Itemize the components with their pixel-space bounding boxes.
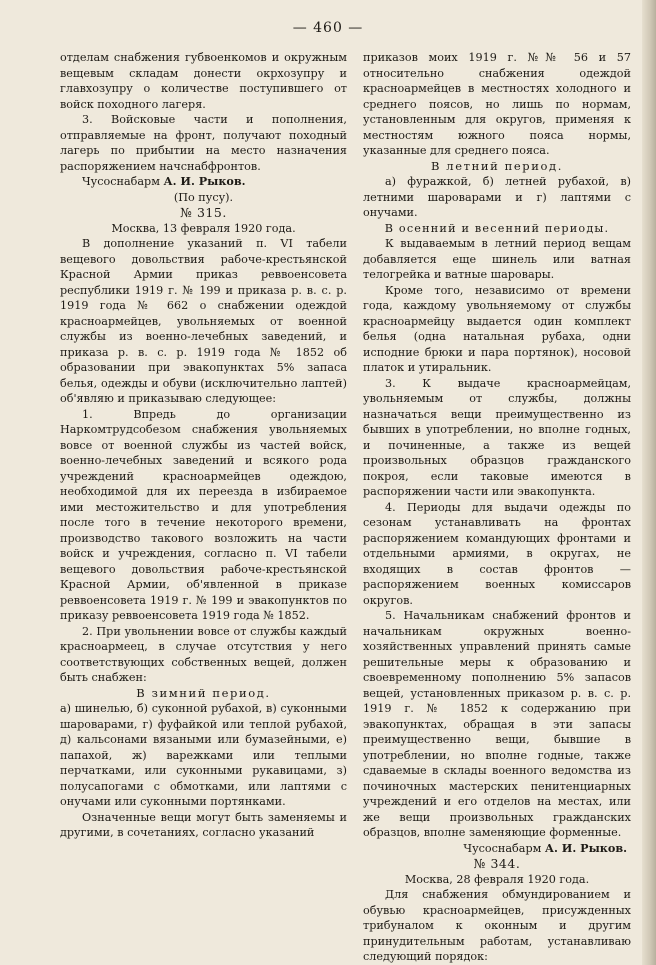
order-315-date: Москва, 13 февраля 1920 года.	[111, 221, 296, 235]
signature-2	[363, 841, 631, 857]
page-number: — 460 —	[292, 20, 364, 36]
clause-4: 4. Периоды для выдачи одежды по сезонам устанавливать на фронтах распоряжением командующих фронтами и отдельными армиями, в округах, не входящих в состав фронтов — распоряжением военных комиссаров округов.	[363, 500, 631, 607]
order-344-number: № 344.	[473, 856, 521, 871]
page-edge	[642, 0, 656, 965]
signature-name: А. И. Рыков.	[544, 840, 627, 855]
clause-3-paragraph: 3. Войсковые части и пополнения, отправляемые на фронт, получают походный лагерь по прибытии на место назначения распоряжением начснабфронтов.	[60, 113, 347, 173]
order-315-intro: В дополнение указаний п. VI табели вещевого довольствия рабоче-крестьянской Красной Армии приказ реввоенсовета республики 1919 г. № 199 и приказа р. в. с. р. 1919 года № 662 о снабжении одеждой красноармейцев, увольняемых от военной службы из военно-лечебных заведений, и приказа р. в. с. р. 1919 года № 1852 об образовании при эвакопунктах 5% запаса белья, одежды и обуви (исключительно лаптей) об'являю и приказываю следующее:	[60, 237, 347, 405]
intro-paragraph: отделам снабжения губвоенкомов и окружным вещевым складам донести окрхозупру и главхозупру о количестве поступившего от войск походного лагеря.	[60, 51, 347, 111]
order-315-number: № 315.	[180, 205, 227, 220]
signature-1	[60, 174, 347, 190]
signature-label: Чусоснабарм	[82, 175, 160, 188]
clause-5: 5. Начальникам снабжений фронтов и начальникам окружных военно-хозяйственных управлений принять самые решительные меры к образованию и своевременному пополнению 5% запасов вещей, установленных приказом р. в. с. р. 1919 г. № 1852 к содержанию при эвакопунктах, обращая в эти запасы преимущественно вещи, бывшие в употреблении, но вполне годные, также сдаваемые в склады военного ведомства из починочных мастерских пенитенциарных учреждений и его отделов на местах, или же вещи произвольных гражданских образцов, вполне заменяющие форменные.	[363, 609, 631, 839]
signature-note: (По пусу).	[173, 190, 234, 204]
order-344-intro: Для снабжения обмундированием и обувью красноармейцев, присужденных трибуналом к оконным и другим принудительным работам, устанавливаю следующий порядок:	[363, 888, 631, 963]
continuation-paragraph: приказов моих 1919 г. №№ 56 и 57 относительно снабжения одеждой красноармейцев в местностях холодного и среднего поясов, но лишь по нормам, установленным для округов, применяя к местностям южного пояса нормы, указанные для среднего пояса.	[363, 51, 631, 157]
signature-name: А. И. Рыков.	[163, 174, 246, 188]
right-column	[363, 50, 631, 965]
autumn-paragraph-1: К выдаваемым в летний период вещам добавляется еще шинель или ватная телогрейка и ватные шаровары.	[363, 237, 631, 281]
replacement-paragraph: Означенные вещи могут быть заменяемы и другими, в сочетаниях, согласно указаний	[60, 810, 347, 839]
autumn-heading: В осенний и весенний периоды.	[384, 221, 610, 235]
order-315-clause-2: 2. При увольнении вовсе от службы каждый красноармеец, в случае отсутствия у него соответствующих собственных вещей, должен быть снабжен:	[60, 624, 347, 684]
summer-list: а) фуражкой, б) летней рубахой, в) летними шароварами и г) лаптями с онучами.	[363, 175, 631, 219]
left-column	[60, 50, 347, 841]
winter-heading: В зимний период.	[136, 685, 271, 700]
autumn-paragraph-2: Кроме того, независимо от времени года, каждому увольняемому от службы красноармейцу выдается один комплект белья (одна натальная рубаха, одни исподние брюки и пара портянок), носовой платок и утиральник.	[363, 283, 631, 374]
clause-3-right: 3. К выдаче красноармейцам, увольняемым от службы, должны назначаться вещи преимущественно из бывших в употреблении, но вполне годных, и починенные, а также из вещей произвольных образцов гражданского покроя, если таковые имеются в распоряжении части или эвакопункта.	[363, 376, 631, 498]
order-315-clause-1: 1. Впредь до организации Наркомтрудсобезом снабжения увольняемых вовсе от военной службы из частей войск, военно-лечебных заведений и всякого рода учреждений красноармейцев одеждою, необходимой для их переезда в избираемое ими местожительство и для употребления после того в течение некоторого времени, производство такового возложить на части войск и учреждения, согласно п. VI табели вещевого довольствия рабоче-крестьянской Красной Армии, об'явленной в приказе реввоенсовета 1919 г. № 199 и эвакопунктов по приказу реввоенсовета 1919 года № 1852.	[60, 407, 347, 622]
winter-list: а) шинелью, б) суконной рубахой, в) суконными шароварами, г) фуфайкой или теплой рубахой, д) кальсонами вязаными или бумазейными, е) папахой, ж) варежками или теплыми перчатками, или суконными рукавицами, з) полусапогами с обмотками, или лаптями с онучами или суконными портянками.	[60, 702, 347, 808]
summer-heading: В летний период.	[431, 158, 563, 173]
order-344-date: Москва, 28 февраля 1920 года.	[404, 872, 590, 886]
signature-label: Чусоснабарм	[463, 841, 542, 855]
